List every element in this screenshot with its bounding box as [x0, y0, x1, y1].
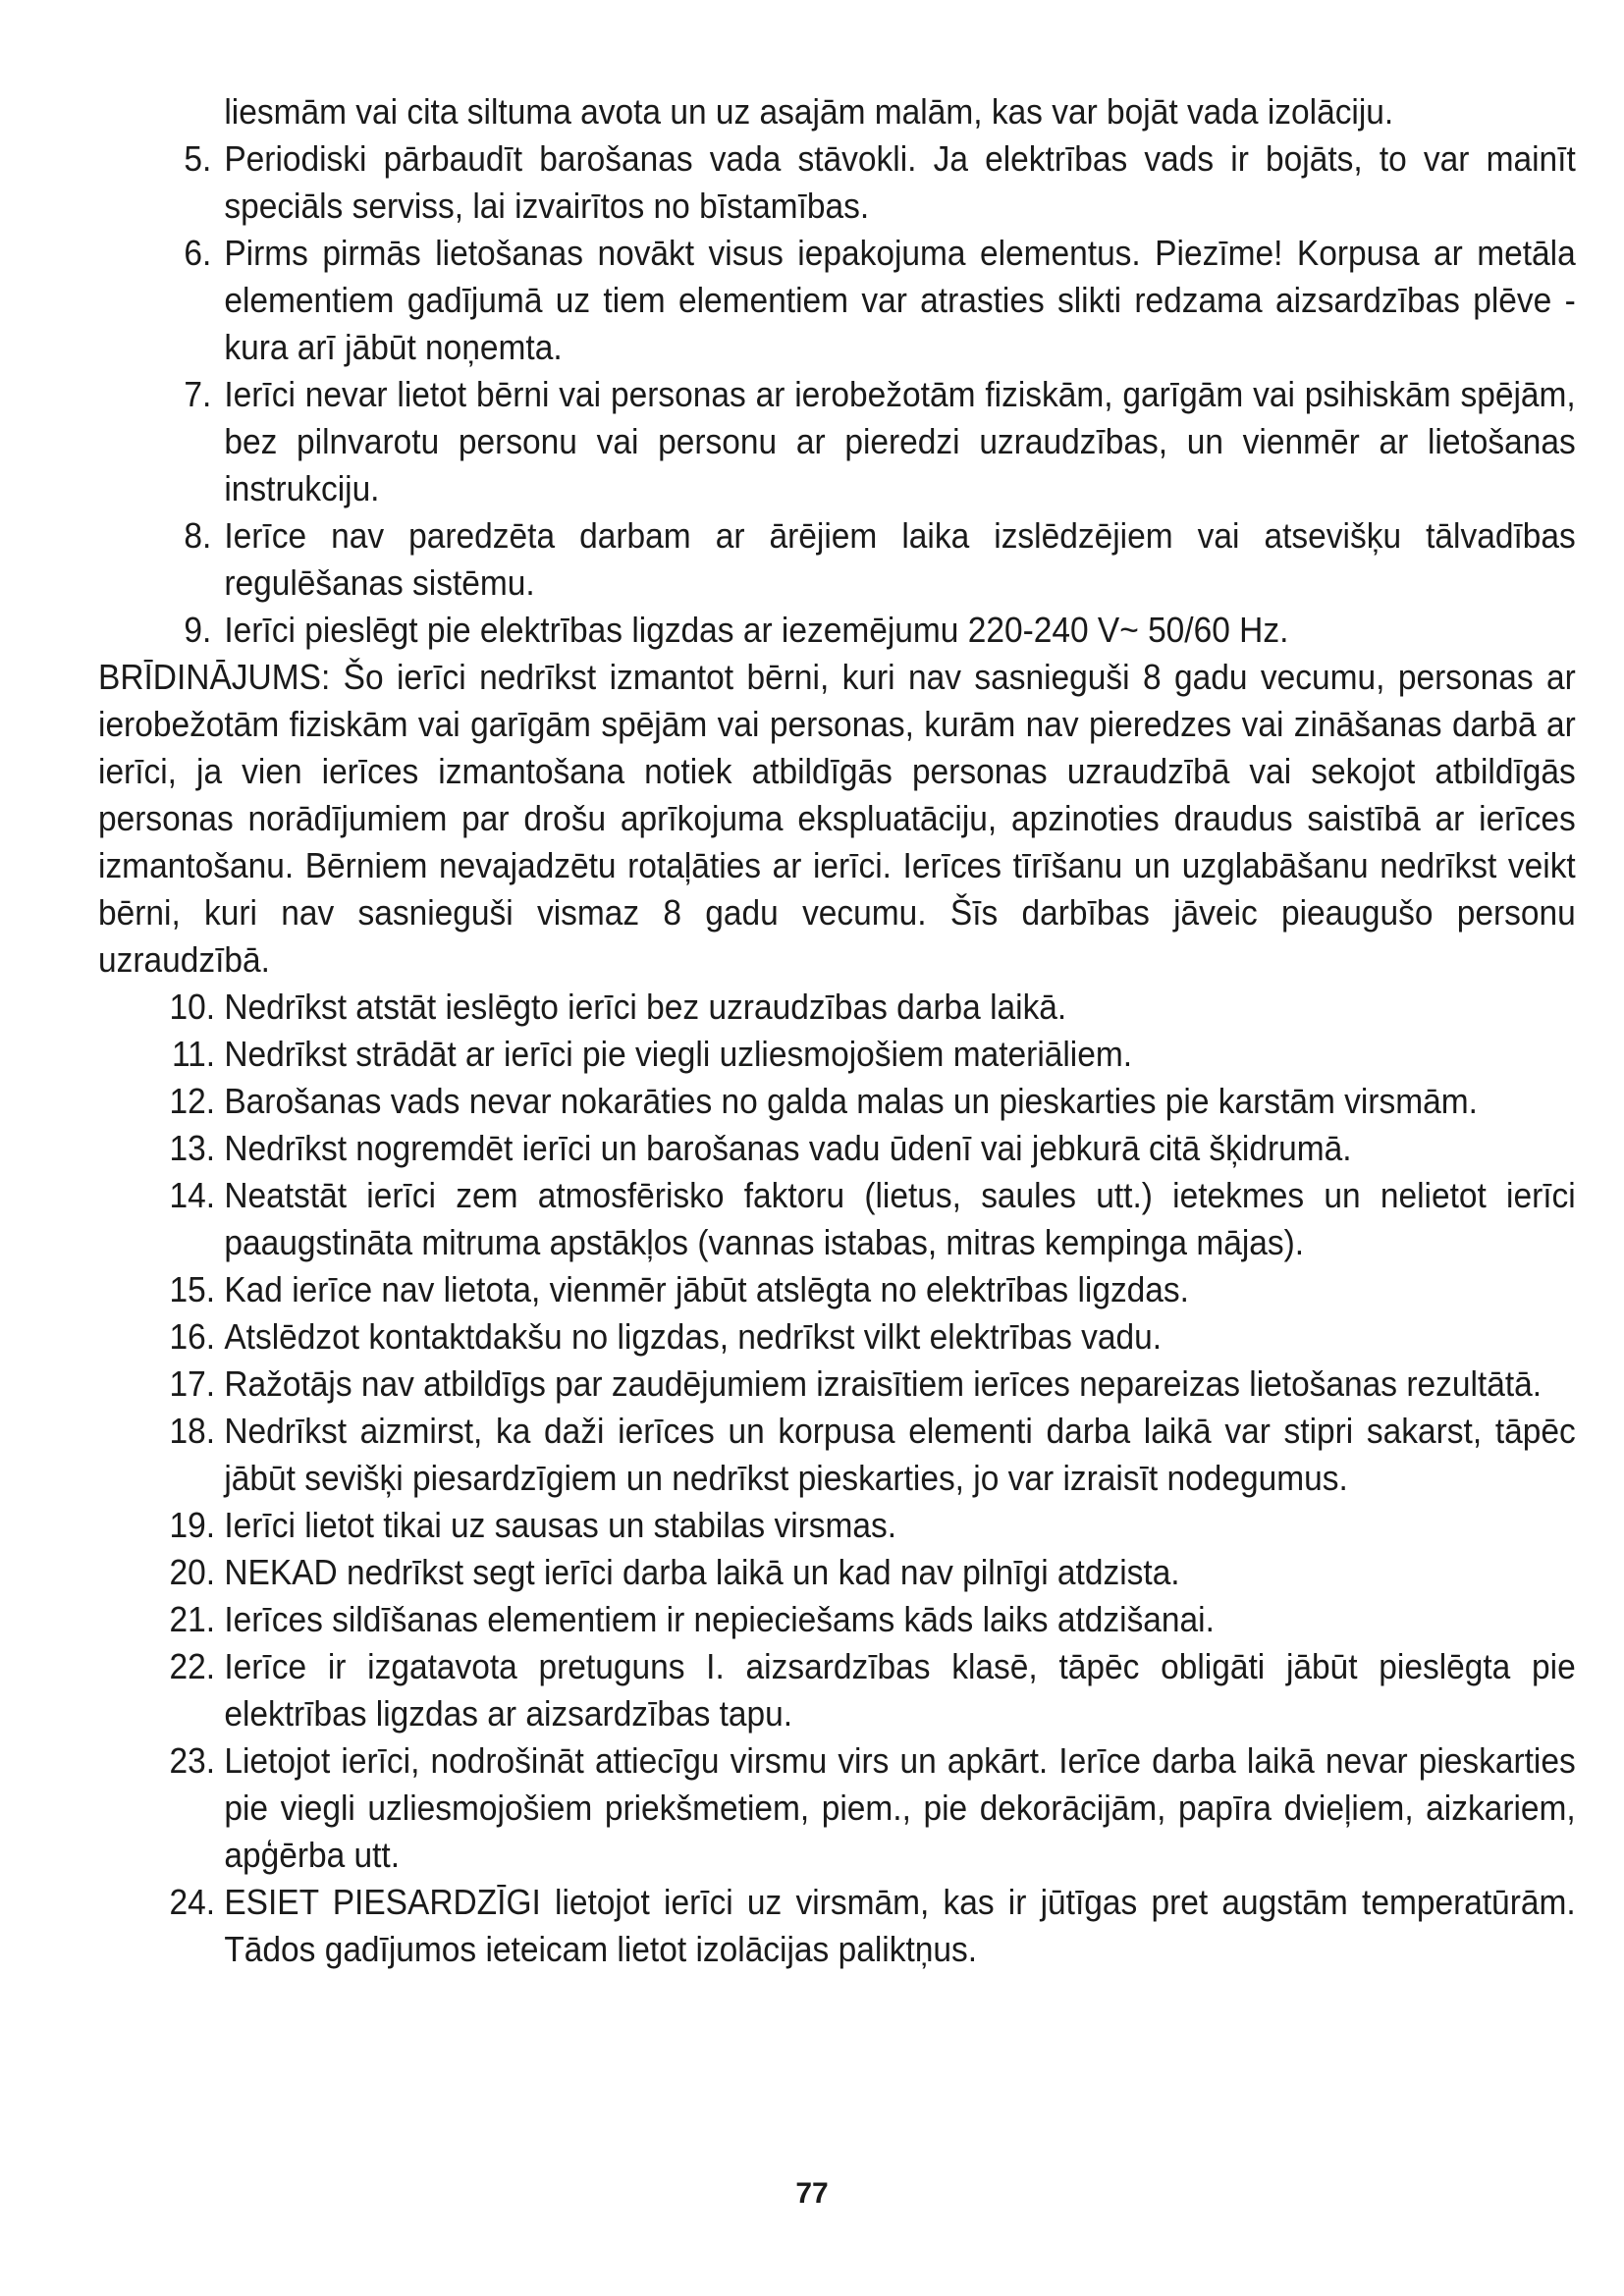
item-number: 23. [169, 1740, 216, 1781]
item-text: Lietojot ierīci, nodrošināt attiecīgu virsmu virs un apkārt. Ierīce darba laikā nevar pieskarties pie viegli uzliesmojošiem priekšmetiem, piem., pie dekorācijām, papīra dvieļiem, aizkariem, apģērba utt. [224, 1740, 1576, 1875]
list-item [98, 1125, 1576, 1172]
list-item [98, 1879, 1576, 1973]
item-number: 5. [184, 138, 212, 179]
item-number: 17. [169, 1363, 216, 1404]
list-item [98, 1549, 1576, 1596]
item-text: Ierīci pieslēgt pie elektrības ligzdas ar iezemējumu 220-240 V~ 50/60 Hz. [224, 610, 1289, 650]
list-item [98, 984, 1576, 1031]
manual-page [98, 88, 1576, 1973]
item-number: 21. [169, 1599, 216, 1639]
item-number: 19. [169, 1505, 216, 1545]
item-text: Nedrīkst aizmirst, ka daži ierīces un korpusa elementi darba laikā var stipri sakarst, tāpēc jābūt sevišķi piesardzīgiem un nedrīkst pieskarties, jo var izraisīt nodegumus. [224, 1411, 1576, 1498]
item-number: 24. [169, 1882, 216, 1922]
list-item [98, 512, 1576, 607]
continuation-text: liesmām vai cita siltuma avota un uz asajām malām, kas var bojāt vada izolāciju. [224, 91, 1394, 132]
list-item [98, 1031, 1576, 1078]
item-text: Kad ierīce nav lietota, vienmēr jābūt atslēgta no elektrības ligzdas. [224, 1269, 1189, 1309]
item-text: NEKAD nedrīkst segt ierīci darba laikā un kad nav pilnīgi atdzista. [224, 1552, 1180, 1592]
item-number: 15. [169, 1269, 216, 1309]
warning-paragraph: BRĪDINĀJUMS: Šo ierīci nedrīkst izmantot bērni, kuri nav sasnieguši 8 gadu vecumu, personas ar ierobežotām fiziskām vai garīgām spējām vai personas, kurām nav pieredzes vai zināšanas darbā ar ierīci, ja vien ierīces izmantošana notiek atbildīgās personas uzraudzībā vai sekojot atbildīgās personas norādījumiem par drošu aprīkojuma ekspluatāciju, apzinoties draudus saistībā ar ierīces izmantošanu. Bērniem nevajadzētu rotaļāties ar ierīci. Ierīces tīrīšanu un uzglabāšanu nedrīkst veikt bērni, kuri nav sasnieguši vismaz 8 gadu vecumu. Šīs darbības jāveic pieaugušo personu uzraudzībā. [98, 657, 1576, 980]
page-content [98, 88, 1576, 1973]
item-text: Pirms pirmās lietošanas novākt visus iepakojuma elementus. Piezīme! Korpusa ar metāla elementiem gadījumā uz tiem elementiem var atrasties slikti redzama aizsardzības plēve - kura arī jābūt noņemta. [224, 233, 1576, 367]
item-text: Ierīce nav paredzēta darbam ar ārējiem laika izslēdzējiem vai atsevišķu tālvadības regulēšanas sistēmu. [224, 515, 1576, 603]
item-number: 13. [169, 1128, 216, 1168]
item-text: Neatstāt ierīci zem atmosfērisko faktoru (lietus, saules utt.) ietekmes un nelietot ierīci paaugstināta mitruma apstākļos (vannas istabas, mitras kempinga mājas). [224, 1175, 1576, 1262]
list-item [98, 1172, 1576, 1266]
item-text: Ierīce ir izgatavota pretuguns I. aizsardzības klasē, tāpēc obligāti jābūt pieslēgta pie elektrības ligzdas ar aizsardzības tapu. [224, 1646, 1576, 1734]
item-number: 11. [171, 1034, 216, 1074]
item-number: 18. [169, 1411, 216, 1451]
item-text: Periodiski pārbaudīt barošanas vada stāvokli. Ja elektrības vads ir bojāts, to var mainīt speciāls serviss, lai izvairītos no bīstamības. [224, 138, 1576, 226]
list-item [98, 607, 1576, 654]
item-text: Atslēdzot kontaktdakšu no ligzdas, nedrīkst vilkt elektrības vadu. [224, 1316, 1163, 1357]
item-text: Nedrīkst atstāt ieslēgto ierīci bez uzraudzības darba laikā. [224, 987, 1067, 1027]
item-text: Ierīci lietot tikai uz sausas un stabilas virsmas. [224, 1505, 897, 1545]
list-item [98, 135, 1576, 230]
item-text: Ražotājs nav atbildīgs par zaudējumiem izraisītiem ierīces nepareizas lietošanas rezultātā. [224, 1363, 1543, 1404]
page-number: 77 [795, 2177, 829, 2210]
numbered-list-b [98, 984, 1576, 1973]
numbered-list-a [98, 135, 1576, 654]
list-item [98, 1737, 1576, 1879]
item-text: Ierīces sildīšanas elementiem ir nepieciešams kāds laiks atdzišanai. [224, 1599, 1215, 1639]
item-number: 6. [184, 233, 212, 273]
list-item [98, 230, 1576, 371]
list-item [98, 1502, 1576, 1549]
list-item [98, 1078, 1576, 1125]
item-number: 7. [184, 374, 212, 414]
item-number: 20. [169, 1552, 216, 1592]
list-item [98, 1361, 1576, 1408]
list-item [98, 1408, 1576, 1502]
list-item [98, 1266, 1576, 1313]
list-item [98, 1643, 1576, 1737]
item-number: 16. [169, 1316, 216, 1357]
item-number: 14. [169, 1175, 216, 1215]
list-item [98, 371, 1576, 512]
item-number: 12. [169, 1081, 216, 1121]
item-number: 10. [169, 987, 216, 1027]
item-text: Nedrīkst nogremdēt ierīci un barošanas vadu ūdenī vai jebkurā citā šķidrumā. [224, 1128, 1352, 1168]
item-number: 22. [169, 1646, 216, 1686]
list-item [98, 1596, 1576, 1643]
item-text: ESIET PIESARDZĪGI lietojot ierīci uz virsmām, kas ir jūtīgas pret augstām temperatūrām. Tādos gadījumos ieteicam lietot izolācijas paliktņus. [224, 1882, 1576, 1969]
item-text: Nedrīkst strādāt ar ierīci pie viegli uzliesmojošiem materiāliem. [224, 1034, 1133, 1074]
item-text: Ierīci nevar lietot bērni vai personas ar ierobežotām fiziskām, garīgām vai psihiskām spējām, bez pilnvarotu personu vai personu ar pieredzi uzraudzības, un vienmēr ar lietošanas instrukciju. [224, 374, 1576, 508]
list-item [98, 1313, 1576, 1361]
item-number: 8. [184, 515, 212, 556]
item-text: Barošanas vads nevar nokarāties no galda malas un pieskarties pie karstām virsmām. [224, 1081, 1478, 1121]
item-number: 9. [184, 610, 212, 650]
